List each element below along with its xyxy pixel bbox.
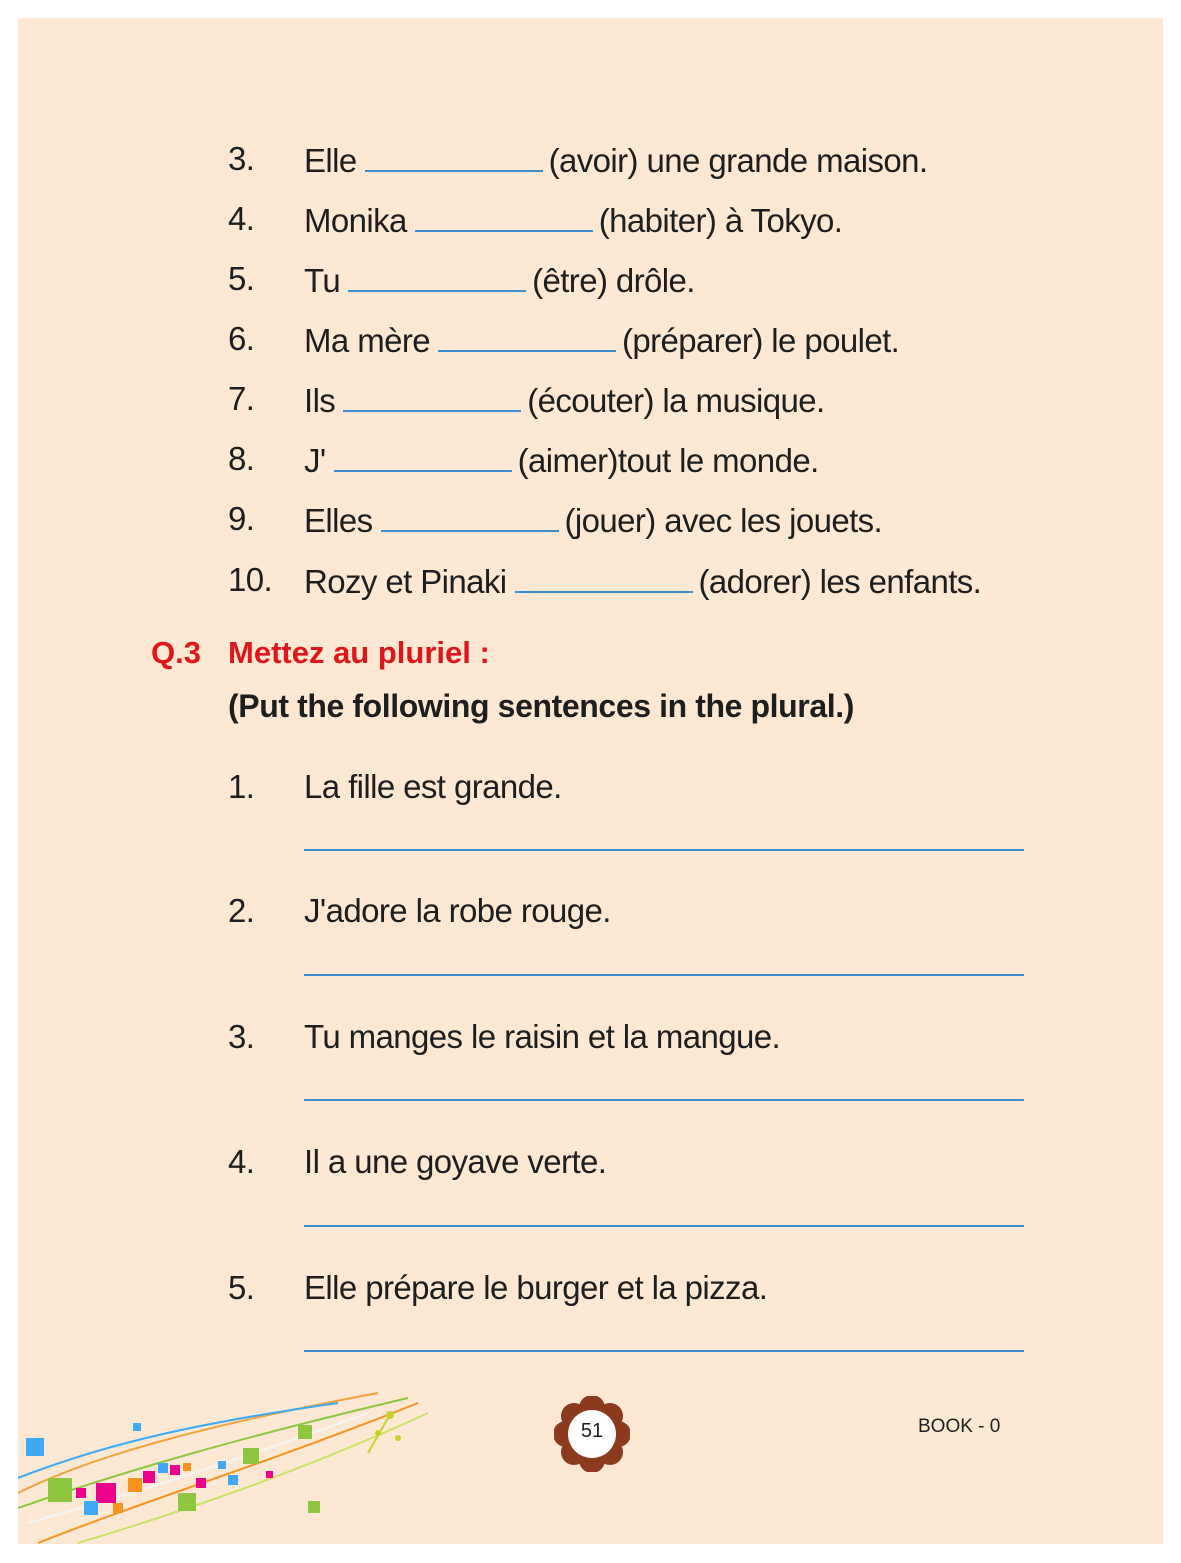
page-number: 51: [580, 1420, 604, 1442]
question-number: Q.3: [151, 635, 201, 670]
item-number: 8.: [228, 440, 255, 477]
worksheet-page: [18, 18, 1163, 1544]
item-text-before: Ils: [304, 382, 336, 419]
item-number: 5.: [228, 1269, 255, 1306]
answer-line[interactable]: [304, 849, 1024, 851]
item-number: 9.: [228, 500, 255, 537]
item-sentence: Il a une goyave verte.: [304, 1143, 607, 1180]
decorative-swirl-graphic: [18, 1383, 438, 1544]
item-text-after: (adorer) les enfants.: [698, 563, 982, 600]
item-number: 5.: [228, 260, 255, 297]
answer-line[interactable]: [304, 974, 1024, 976]
item-text-after: (écouter) la musique.: [527, 382, 825, 419]
item-sentence: J'adore la robe rouge.: [304, 892, 611, 929]
blank-line[interactable]: [365, 140, 543, 172]
blank-line[interactable]: [334, 440, 512, 472]
item-text-after: (être) drôle.: [532, 262, 695, 299]
item-text-before: Monika: [304, 202, 407, 239]
item-number: 10.: [228, 561, 273, 598]
item-number: 1.: [228, 768, 255, 805]
item-sentence: Tu manges le raisin et la mangue.: [304, 1018, 781, 1055]
item-text-before: Rozy et Pinaki: [304, 563, 507, 600]
blank-line[interactable]: [348, 260, 526, 292]
blank-line[interactable]: [515, 561, 693, 593]
item-text-before: Elles: [304, 502, 373, 539]
book-label: BOOK - 0: [918, 1416, 1001, 1437]
answer-line[interactable]: [304, 1099, 1024, 1101]
item-sentence: La fille est grande.: [304, 768, 562, 805]
blank-line[interactable]: [343, 380, 521, 412]
blank-line[interactable]: [438, 320, 616, 352]
page-number-badge: [554, 1396, 630, 1472]
item-sentence: Elle prépare le burger et la pizza.: [304, 1269, 768, 1306]
blank-line[interactable]: [381, 500, 559, 532]
item-text-after: (habiter) à Tokyo.: [598, 202, 843, 239]
item-text-before: Tu: [304, 262, 341, 299]
item-number: 4.: [228, 200, 255, 237]
item-text-before: Elle: [304, 142, 357, 179]
item-number: 6.: [228, 320, 255, 357]
item-number: 2.: [228, 892, 255, 929]
item-text-before: J': [304, 442, 326, 479]
item-number: 4.: [228, 1143, 255, 1180]
item-number: 3.: [228, 1018, 255, 1055]
item-number: 3.: [228, 140, 255, 177]
answer-line[interactable]: [304, 1350, 1024, 1352]
blank-line[interactable]: [415, 200, 593, 232]
answer-line[interactable]: [304, 1225, 1024, 1227]
item-text-before: Ma mère: [304, 322, 430, 359]
question-instruction: (Put the following sentences in the plural.): [228, 688, 854, 724]
item-text-after: (préparer) le poulet.: [622, 322, 900, 359]
question-heading: [151, 635, 490, 671]
item-text-after: (avoir) une grande maison.: [548, 142, 928, 179]
item-text-after: (aimer)tout le monde.: [517, 442, 819, 479]
item-number: 7.: [228, 380, 255, 417]
item-text-after: (jouer) avec les jouets.: [564, 502, 883, 539]
question-title: Mettez au pluriel :: [228, 635, 490, 670]
